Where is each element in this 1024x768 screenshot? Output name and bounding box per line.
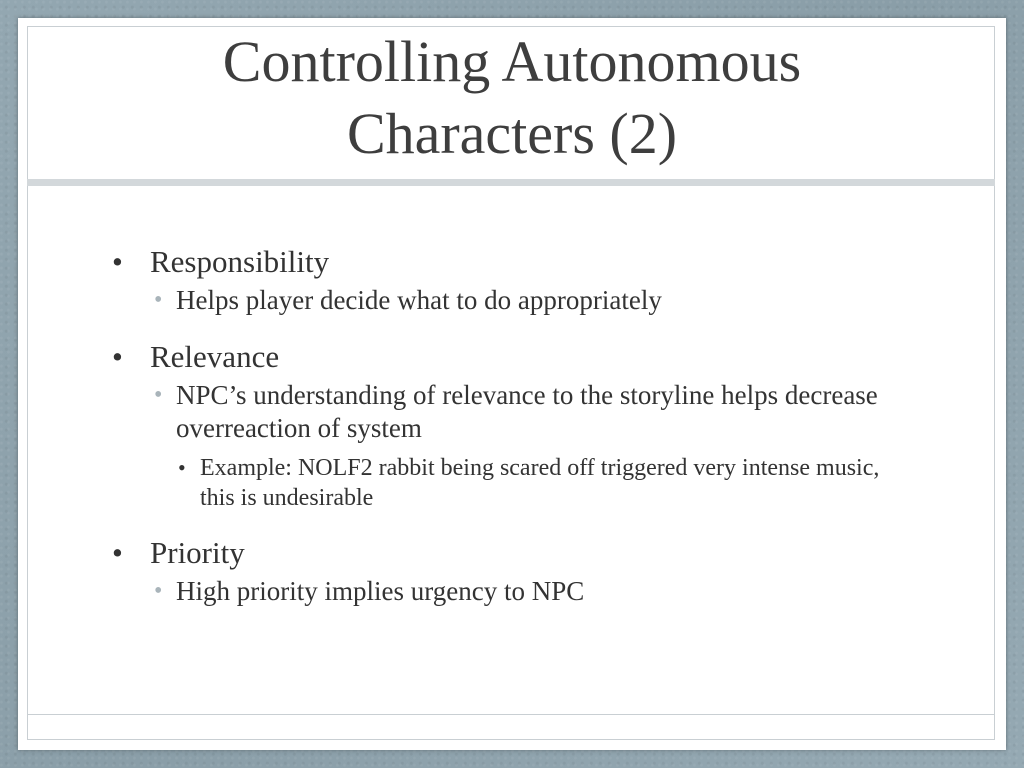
bullet-priority — [112, 535, 952, 608]
bullet-text: Priority — [150, 535, 245, 570]
bullet-marker: • — [112, 535, 123, 570]
bullet-relevance — [112, 339, 952, 513]
title-area — [18, 18, 1006, 178]
slide-title: Controlling Autonomous Characters (2) — [222, 29, 802, 166]
sub-bullet-npc-understanding — [150, 379, 952, 513]
sub-sub-bullet-list — [176, 453, 952, 513]
bullet-responsibility — [112, 244, 952, 317]
sub-sub-bullet-example — [176, 453, 900, 513]
sub-bullet-high-priority — [150, 575, 952, 608]
sub-bullet-marker: • — [154, 287, 163, 313]
bullet-text: Responsibility — [150, 244, 330, 279]
bullet-marker: • — [112, 244, 123, 279]
sub-bullet-text: Helps player decide what to do appropriately — [176, 285, 662, 315]
sub-bullet-list — [150, 379, 952, 513]
sub-bullet-list — [150, 575, 952, 608]
sub-bullet-text: NPC’s understanding of relevance to the storyline helps decrease overreaction of system — [176, 380, 878, 443]
title-divider — [27, 179, 995, 186]
sub-bullet-list — [150, 284, 952, 317]
sub-bullet-text: High priority implies urgency to NPC — [176, 576, 585, 606]
slide — [18, 18, 1006, 750]
sub-bullet-marker: • — [154, 578, 163, 604]
bullet-list — [112, 244, 952, 608]
bullet-marker: • — [112, 339, 123, 374]
footer-divider — [27, 714, 995, 715]
sub-bullet-helps-player — [150, 284, 952, 317]
sub-bullet-marker: • — [154, 382, 163, 408]
bullet-text: Relevance — [150, 339, 280, 374]
sub-sub-bullet-marker: • — [178, 455, 186, 480]
sub-sub-bullet-text: Example: NOLF2 rabbit being scared off triggered very intense music, this is undesirable — [200, 455, 880, 511]
